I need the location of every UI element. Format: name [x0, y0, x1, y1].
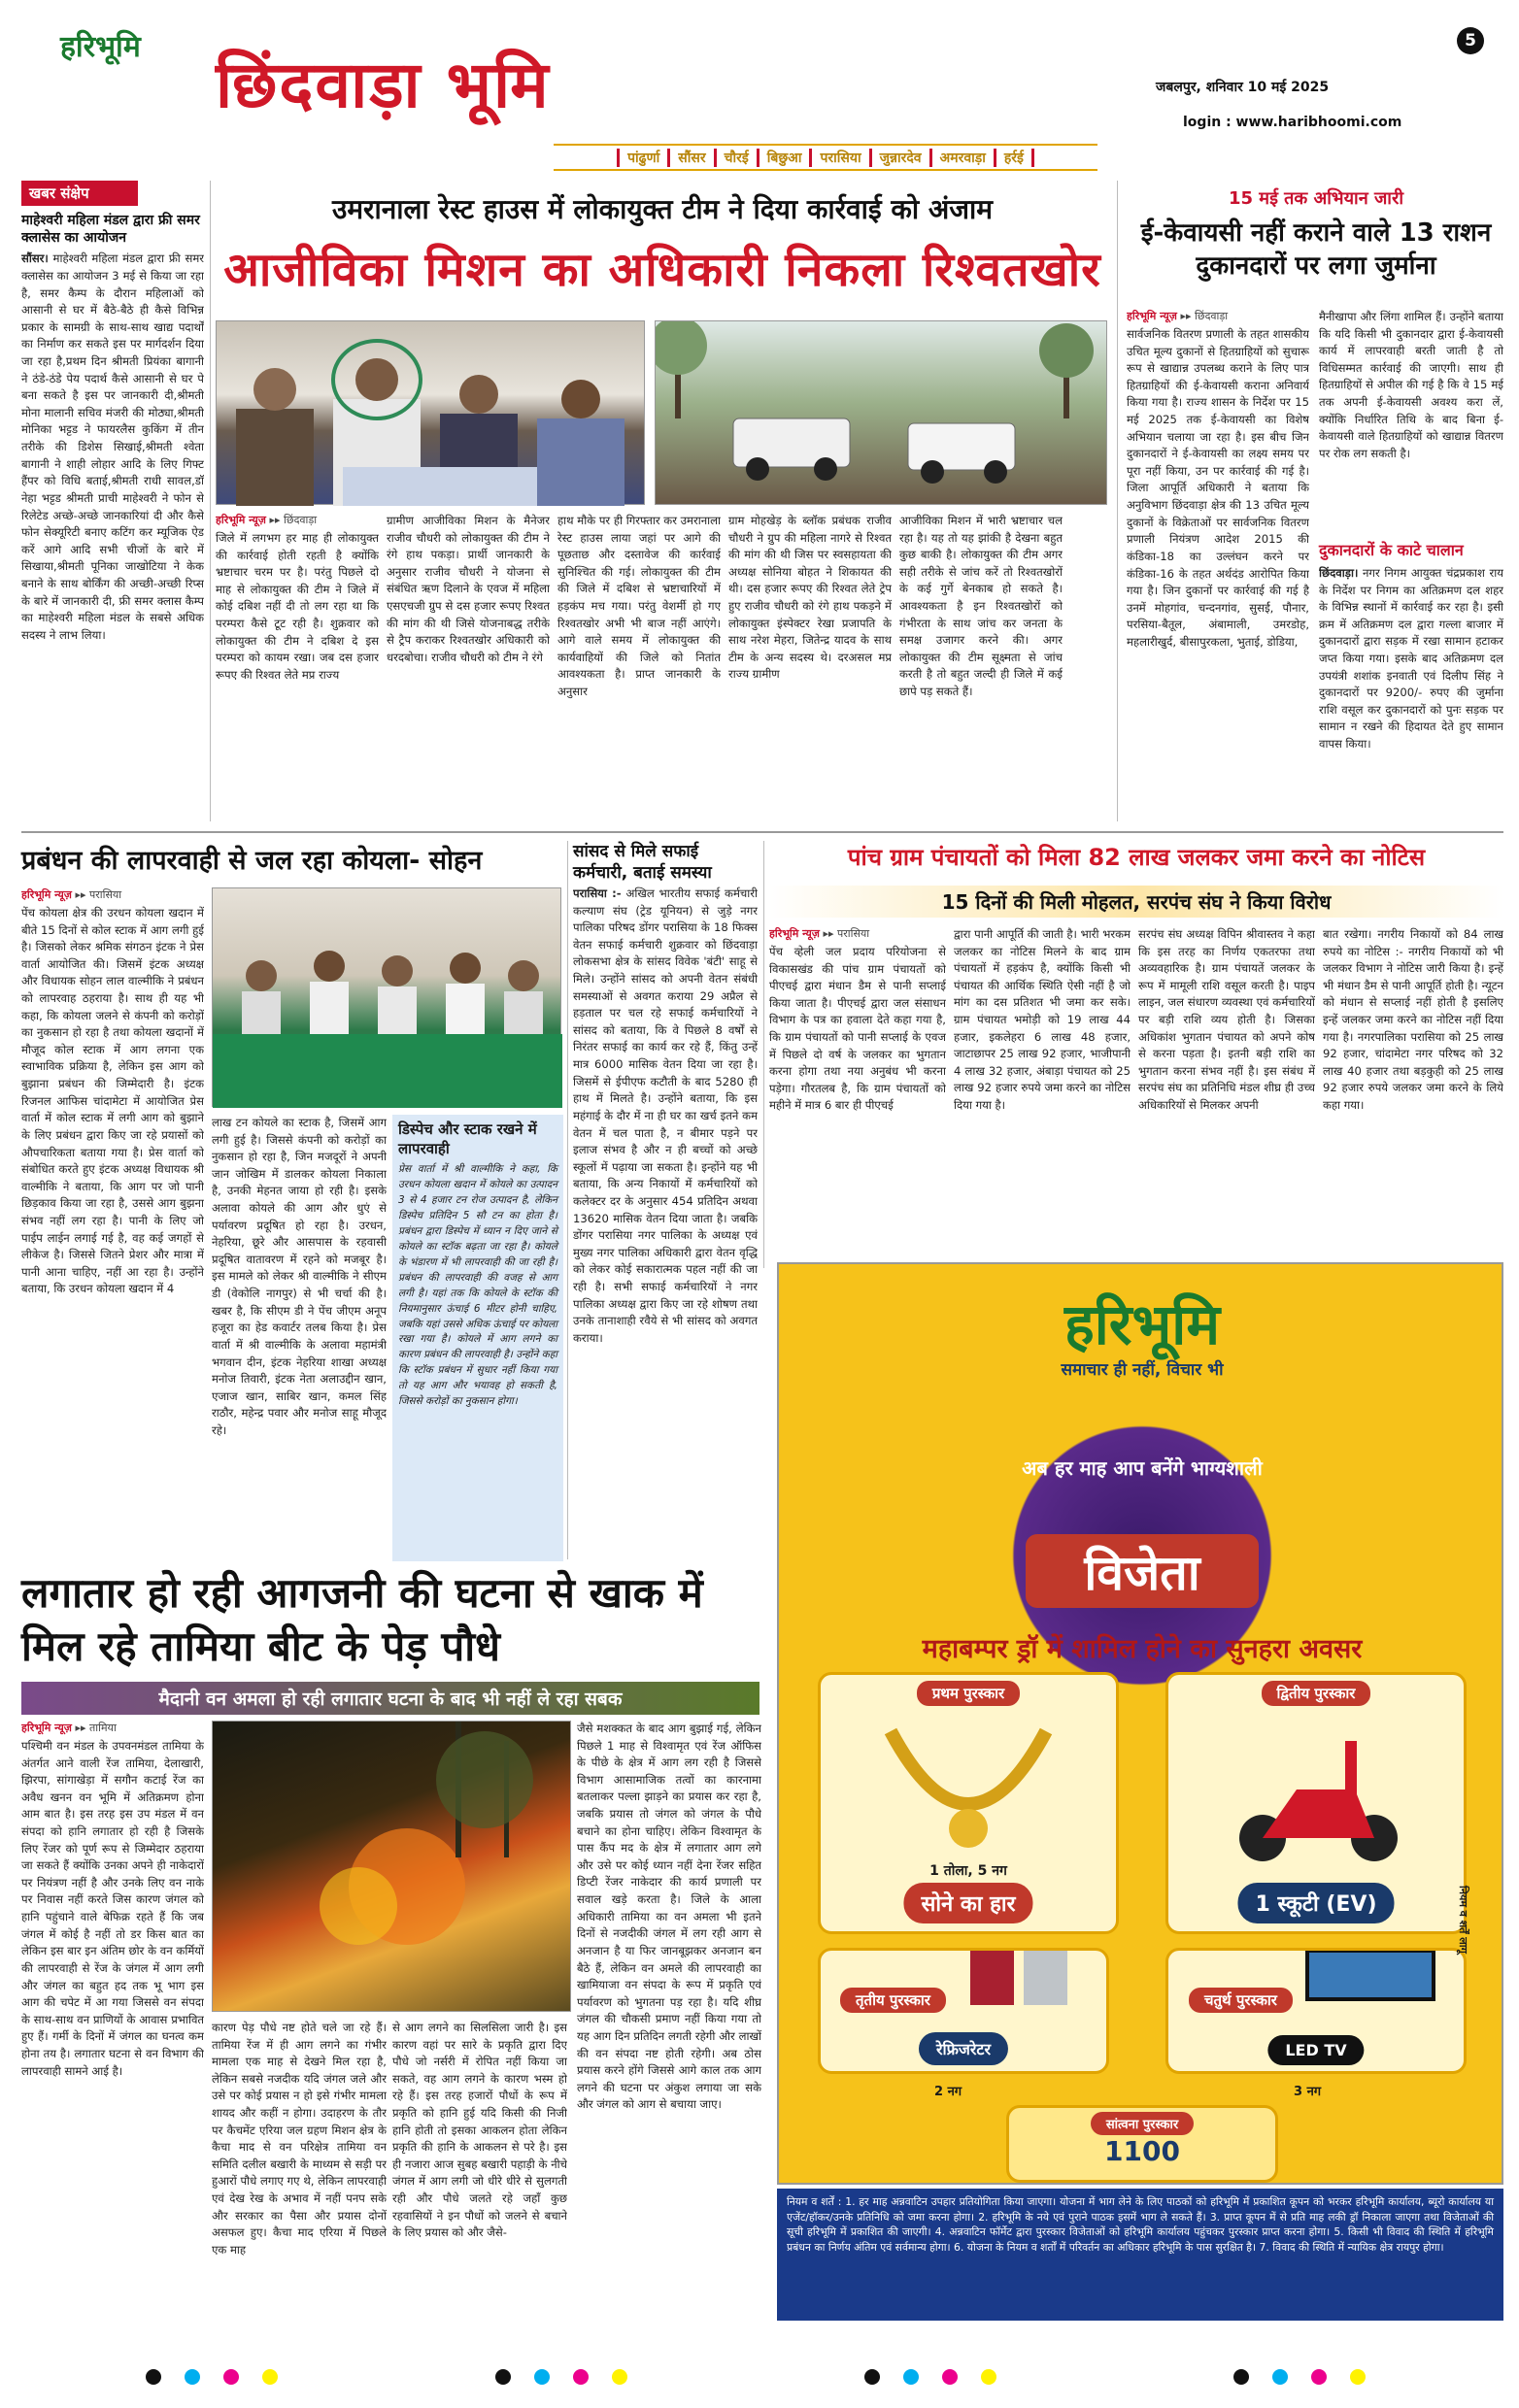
panchayat-text: द्वारा पानी आपूर्ति की जाती है। भारी भरकम जलकर का नोटिस मिलने के बाद ग्राम पंचायतों में हड़कंप है, क्योंकि किसी भी पंचायत की आर्थिक स्थिति ऐसी नहीं है जो मांग का दस प्रतिशत भी जमा कर सके। ग्राम पंचायत भमोड़ी को 19 लाख 44 हजार, इकलेहरा 6 लाख 48 हजार, जाटाछापर 25 लाख 92 हजार, भाजीपानी 4 लाख 32 हजार, अंबाड़ा पंचायत को 25 लाख 92 हजार रुपये जमा करने का नोटिस दिया गया है। [954, 927, 1131, 1113]
registration-strip [146, 2369, 1369, 2392]
ad-side-note: नियम व शर्तें लागू [1457, 1886, 1469, 1954]
town-item[interactable]: चौरई [714, 149, 757, 167]
panchayat-text: बात रखेगा। नगरीय निकायों को 84 लाख रुपये का नोटिस :- नगरीय निकायों को भी जलकर विभाग ने नोटिस जारी किया है। इन्हें भी मंधान डैम से पानी आपूर्ति होती है। न्यूटन को मंधान से सप्लाई नहीं होती है इसलिए इन्हें जलकर जमा करने का नोटिस नहीं दिया गया है। नगरपालिका परासिया को 25 लाख 92 हजार, चांदामेटा नगर परिषद को 32 लाख 40 हजार तथा बड़कुही को 25 लाख 92 हजार रुपये जलकर जमा करने के लिये कहा गया। [1323, 927, 1503, 1113]
dateline: जबलपुर, शनिवार 10 मई 2025 [1156, 80, 1330, 95]
ekyc-col-1 [1127, 309, 1309, 823]
fire-col-2 [212, 2020, 387, 2335]
panchayat-headline: पांच ग्राम पंचायतों को मिला 82 लाख जलकर जमा करने का नोटिस [847, 844, 1426, 871]
brand-logo: हरिभूमि [60, 30, 141, 64]
prize-3-box [818, 1948, 1109, 2074]
prize-3-qty: 2 नग [934, 2085, 962, 2099]
brief-label: खबर संक्षेप [21, 181, 138, 206]
town-item[interactable]: हर्रई [994, 149, 1034, 167]
prize-1-label: प्रथम पुरस्कार [917, 1681, 1020, 1706]
panchayat-col-2 [954, 926, 1131, 1256]
lead-text: जिले में लगभग हर माह ही लोकायुक्त की कार्रवाई होती रहती है क्योंकि भ्रष्टाचार चरम पर है। परंतु पिछले दो माह से लोकायुक्त की टीम ने जिले में कोई दबिश नहीं दी तो लग रहा था कि परम्परा कैसे टूट रही है। शुक्रवार को लोकायुक्त की टीम ने दबिश दे इस परम्परा को कायम रखा। जब दस हजार रूपए की रिश्वत लेते मप्र राज्य [216, 531, 379, 682]
town-item[interactable]: पांढुर्णा [617, 149, 667, 167]
safai-col [573, 886, 758, 1559]
ad-brand: हरिभूमि [1063, 1291, 1221, 1357]
ekyc-byline: हरिभूमि न्यूज़ ▸▸ छिंदवाड़ा [1127, 310, 1229, 322]
divider [567, 841, 568, 1559]
ad-rules-text: नियम व शर्तें : 1. हर माह अन्नवाटिन उपहार प्रतियोगिता किया जाएगा। योजना में भाग लेने के लिए पाठकों को हरिभूमि में प्रकाशित कूपन को भरकर हरिभूमि कार्यालय, ब्यूरो कार्यालय या एजेंट/हॉकर/उनके प्रतिनिधि को जमा करना होगा। 2. हरिभूमि के नये एवं पुराने पाठक इसमें भाग ले सकते हैं। 3. प्राप्त कूपन में से प्रति माह लकी ड्रॉ निकाला जाएगा तथा विजेताओं की सूची हरिभूमि में प्रकाशित की जाएगी। 4. अन्नवाटिन फॉर्मेट द्वारा पुरस्कार विजेताओं को हरिभूमि कार्यालय पहुंचकर पुरस्कार प्राप्त करना होगा। 5. किसी भी विवाद की स्थिति में हरिभूमि प्रबंधन का निर्णय अंतिम एवं सर्वमान्य होगा। 6. योजना के नियम व शर्तों में परिवर्तन का अधिकार हरिभूमि के पास सुरक्षित है। 7. विवाद की स्थिति में न्यायिक क्षेत्र रायपुर होगा। [787, 2195, 1494, 2254]
coal-text: लाख टन कोयले का स्टाक है, जिसमें आग लगी हुई है। जिससे कंपनी को करोड़ों का नुकसान हो रहा है, जिन मजदूरों ने अपनी जान जोखिम में डालकर कोयला निकाला है, उनकी मेहनत जाया हो रही है। इसके अलावा कोयले की आग और धुएं से पर्यावरण प्रदूषित हो रहा है। उरधन, नेहरिया, छूरे और आसपास के रहवासी प्रदूषित वातावरण में रहने को मजबूर है। इस मामले को लेकर श्री वाल्मीकि ने सीएम डी (वेकोलि नागपुर) से भी चर्चा की है। खबर है, कि सीएम डी ने पेंच जीएम अनूप हजूरा का हेड कवार्टर तलब किया है। प्रेस वार्ता में श्री वाल्मीकि के अलावा महामंत्री भगवान दीन, इंटक नेहरिया शाखा अध्यक्ष मनोज तिवारी, इंटक नेता अलाउद्दीन खान, एजाज खान, साबिर खान, कमल सिंह राठौर, महेन्द्र पवार और मनोज साहू मौजूद रहे। [212, 1116, 387, 1437]
coal-col-1 [21, 887, 204, 1557]
panchayat-text: पेंच व्हेली जल प्रदाय परियोजना से विकासखंड की पांच ग्राम पंचायतों को पीएचई द्वारा मंधान डैम से पानी सप्लाई किया जाता है। पीएचई द्वारा जल संसाधन विभाग के पत्र का हवाला देते कहा गया है, कि ग्राम पंचायतों को पानी सप्लाई के एवज में पिछले दो वर्ष के जलकर का भुगतान करना होगा तथा नया अनुबंध भी करना पड़ेगा। गौरतलब है, कि ग्राम पंचायतों को महीने में मात्र 6 बार ही पीएचई [769, 945, 946, 1113]
fire-text: कारण पेड़ पौधे नष्ट होते चले जा रहे हैं। तामिया रेंज में ही आग लगने का गंभीर मामला एक माह से देखने मिल रहा है, लेकिन सबसे नजदीक यदि जंगल जले और उसे पर कोई प्रयास न हो इसे गंभीर मामला शायद और कहीं न होगा। उदाहरण के तौर पर कैचमेंट एरिया जल ग्रहण मिशन क्षेत्र के कैचा माद से वन परिक्षेत्र तामिया वन समिति दलील बखारी के माध्यम से सड़ी पर हुआरों पौधे लगाए गए थे, लेकिन लापरवाही एवं देख रेख के अभाव में नहीं पनप सके और सरकार का पैसा और प्रयास दोनों असफल हुए। कैचा माद एरिया में पिछले एक माह [212, 2021, 387, 2257]
fire-byline: हरिभूमि न्यूज़ ▸▸ तामिया [21, 1722, 117, 1734]
lead-text: आजीविका मिशन में भारी भ्रष्टाचार चल रहा है। यह तो यह झांकी है देखना बहुत कुछ बाकी है। लोकायुक्त की टीम अगर सही तरीके से जांच करें तो रिश्वतखोरों के कई गुर्गे बेनकाब हो सकते है। आवश्यकता है इन रिश्वतखोरों को गंभीरता के साथ जांच कर जनता के समक्ष उजागर करने की। अगर लोकायुक्त की टीम सूक्ष्मता से जांच करती है तो बहुत जल्दी ही जिले में कई छापे पड़ सकते हैं। [899, 514, 1063, 699]
necklace-icon [871, 1712, 1065, 1857]
prize-5-label: सांत्वना पुरस्कार [1091, 2112, 1194, 2135]
ekyc-text: मैनीखापा और लिंगा शामिल हैं। उन्होंने बताया कि यदि किसी भी दुकानदार द्वारा ई-केवायसी कार्य में लापरवाही बरती जाती है तो विधिसम्मत कार्रवाई की जाएगी। साथ ही हितग्राहियों से अपील की गई है कि वे 15 मई तक अपनी ई-केवायसी अवश्य करा लें, क्योंकि निर्धारित तिथि के बाद बिना ई-केवायसी वाले हितग्राहियों को खाद्यान्न वितरण पर रोक लग सकती है। [1319, 310, 1503, 460]
panchayat-text: सरपंच संघ अध्यक्ष विपिन श्रीवास्तव ने कहा कि इस तरह का निर्णय एकतरफा तथा अव्यवहारिक है। ग्राम पंचायतें जलकर के रूप में मामूली राशि वसूल करती है। पाइप लाइन, जल संधारण व्यवस्था एवं कर्मचारियों पर बड़ी राशि व्यय होती है। जिसका अधिकांश भुगतान पंचायत को अपने कोष से करना पड़ता है। इतनी बड़ी राशि का भुगतान करना संभव नहीं है। इस संबंध में सरपंच संघ का प्रतिनिधि मंडल शीघ्र ही उच्च अधिकारियों से मिलकर अपनी [1138, 927, 1315, 1113]
fire-col-1 [21, 1721, 204, 2332]
press-meet-photo-icon [213, 888, 562, 1108]
page-title: छिंदवाड़ा भूमि [216, 47, 551, 122]
coal-box [392, 1115, 563, 1561]
coal-text: पेंच कोयला क्षेत्र की उरधन कोयला खदान में बीते 15 दिनों से कोल स्टाक में आग लगी हुई है। जिसको लेकर श्रमिक संगठन इंटक ने प्रेस वार्ता आयोजित की। जिसमें इंटक अध्यक्ष और विधायक सोहन लाल वाल्मीकि ने प्रबंधन को लापरवाह ठहराया है। साथ ही यह भी कहा, कि कोयला जलने से कंपनी को करोड़ों का नुकसान हो रहा है तथा कोयला खदानों में मौजूद कोल स्टाक में आग लगना एक स्वाभाविक प्रक्रिया है, लेकिन इस आग को बुझाना प्रबंधन की जिम्मेदारी है। इंटक रिजनल आफिस चांदामेटा में आयोजित प्रेस वार्ता में कोल स्टाक में लगी आग को बुझाने के लिए प्रबंधन द्वारा किए जा रहे प्रयासों को औपचारिकता बताया गया है। प्रेस वार्ता को संबोधित करते हुए इंटक अध्यक्ष विधायक श्री वाल्मीकि ने बताया, कि आग पर जो पानी छिड़काव किया जा रहा है, उससे आग बुझना संभव नहीं लग रहा है। पानी के लिए जो पाईप लाईन लगाई गई है, वह कई जगहों से लीकेज है। जिससे जितने प्रेशर और मात्रा में पानी आना चाहिए, नहीं आ रहा है। उन्होंने बताया, कि उरधन कोयला खदान में 4 [21, 906, 204, 1296]
brief-headline: माहेश्वरी महिला मंडल द्वारा फ्री समर क्लासेस का आयोजन [21, 213, 200, 247]
lead-col-1 [216, 513, 379, 814]
ad-rules [777, 2189, 1503, 2321]
tv-icon [1298, 1951, 1443, 2005]
prize-3-label: तृतीय पुरस्कार [840, 1988, 946, 2013]
page-number: 5 [1457, 27, 1484, 54]
panchayat-byline: हरिभूमि न्यूज़ ▸▸ परासिया [769, 927, 870, 940]
lead-col-5 [899, 513, 1063, 814]
lead-photo-right [655, 320, 1107, 505]
prize-2-item: 1 स्कूटी (EV) [1237, 1883, 1394, 1923]
brief-dateline: सौंसर। [21, 251, 49, 266]
prize-1-box [818, 1672, 1119, 1934]
fire-subheadline: मैदानी वन अमला हो रही लगातार घटना के बाद भी नहीं ले रहा सबक [21, 1682, 760, 1715]
section-rule [21, 831, 1503, 833]
divider [763, 841, 764, 1268]
challan-dateline: छिंदवाड़ा। [1319, 566, 1359, 580]
vehicles-photo-icon [656, 321, 1108, 506]
ad-winner: विजेता [1026, 1534, 1259, 1608]
town-item[interactable]: परासिया [809, 149, 868, 167]
prize-5-box [1006, 2105, 1278, 2183]
panchayat-col-3 [1138, 926, 1315, 1256]
coal-col-2 [212, 1115, 387, 1561]
coal-photo [212, 887, 561, 1107]
prize-5-item: 1100 [1104, 2135, 1180, 2167]
refrigerator-icon [951, 1951, 1087, 2005]
ekyc-text: सार्वजनिक वितरण प्रणाली के तहत शासकीय उचित मूल्य दुकानों से हितग्राहियों को सुचारू रूप से खाद्यान्न उपलब्ध कराने के लिए पात्र हितग्राहियों की ई-केवायसी कराना अनिवार्य किया गया है। राज्य शासन के निर्देश पर 15 मई 2025 तक ई-केवायसी का विशेष अभियान चलाया जा रहा है। इस बीच जिन दुकानदारों ने ई-केवायसी का लक्ष्य समय पर पूरा नहीं किया, उन पर कार्रवाई की गई है। जिला आपूर्ति अधिकारी ने बताया कि अनुविभाग छिंदवाड़ा क्षेत्र की 13 उचित मूल्य दुकानों के विक्रेताओं पर सार्वजनिक वितरण प्रणाली नियंत्रण आदेश 2015 की कंडिका-18 का उल्लंघन करने पर कंडिका-16 के तहत अर्थदंड आरोपित किया गया है। जिन दुकानों पर कार्रवाई की गई है उनमें मोहगांव, चन्दनगांव, सुसर्ई, पौनार, परसिया-बैतूल, अंबामाली, उमरडोह, महलारीखुर्द, बीसापुरकला, भुताई, डोडिया, [1127, 327, 1309, 649]
challan-headline: दुकानदारों के काटे चालान [1319, 541, 1464, 559]
lead-col-4 [728, 513, 892, 814]
divider [1117, 181, 1118, 821]
divider [210, 181, 211, 821]
challan-body: नगर निगम आयुक्त चंद्रप्रकाश राय के निर्देश पर निगम का अतिक्रमण दल शहर के विभिन्न स्थानों में कार्रवाई कर रहा है। इसी क्रम में अतिक्रमण दल द्वारा गल्ला बाजार में दुकानदारों द्वारा सड़क में रखा सामान हटाकर जप्त किया गया। इसके बाद अतिक्रमण दल उपयंत्री शशांक इनवाती एवं दिलीप सिंह ने दुकानदारों पर 9200/- रुपए की जुर्माना राशि वसूल कर दुकानदारों को पुनः सड़क पर सामान न रखने की हिदायत देते हुए सामान वापस किया। [1319, 566, 1503, 752]
lucky-draw-ad[interactable] [777, 1262, 1503, 2185]
safai-body: अखिल भारतीय सफाई कर्मचारी कल्याण संघ (ट्रेड यूनियन) से जुड़े नगर पालिका परिषद डोंगर परासिया के 18 फिक्स वेतन सफाई कर्मचारी शुक्रवार को छिंदवाड़ा लोकसभा क्षेत्र के सांसद विवेक 'बंटी' साहू से मिले। उन्होंने सांसद को अपनी वेतन संबंधी समस्याओं से अवगत कराया 29 अप्रैल से हड़ताल पर चल रहे सफाई कर्मचारियों ने सांसद को बताया, कि वे पिछले 8 वर्षों से निरंतर सफाई का कार्य कर रहे हैं, किंतु उन्हें मात्र 6000 मासिक वेतन दिया जा रहा है। जिसमें से ईपीएफ कटौती के बाद 5280 ही हाथ में मिलते है। उन्होंने बताया, कि इस महंगाई के दौर में ना ही घर का खर्च इतने कम वेतन में चल पाता है, न बीमार पड़ने पर इलाज संभव है और न ही बच्चों को अच्छे स्कूलों में पढ़ाया जा सकता है। इन्होंने यह भी बताया, कि अन्य निकायों में कर्मचारियों को कलेक्टर दर के अनुसार 454 प्रतिदिन अथवा 13620 मासिक वेतन दिया जाता है। जबकि डोंगर परासिया नगर पालिका के अध्यक्ष एवं मुख्य नगर पालिका अधिकारी द्वारा वेतन वृद्धि को लेकर कोई सकारात्मक पहल नहीं की जा रही है। सभी सफाई कर्मचारियों ने नगर पालिका अध्यक्ष द्वारा किए जा रहे शोषण तथा उनके तानाशाही रवैये से भी सांसद को अवगत कराया। [573, 886, 758, 1345]
brief-body: माहेश्वरी महिला मंडल द्वारा फ्री समर क्लासेस का आयोजन 3 मई से किया जा रहा है, समर कैम्प के दौरान महिलाओं को आसानी से घर में बैठे-बैठे ही कैसे विभिन्न प्रकार के सामग्री के साथ-साथ खाद्य पदार्थों का निर्माण कर सकते इस पर मार्गदर्शन दिया जा रहा है,प्रथम दिन श्रीमती प्रियंका बागानी ने ठंडे-ठंडे पेय पदार्थ कैसे आसानी से घर पे बना सकते है इस पर जानकारी दी,श्रीमती मोना मालानी सचिव मंजरी की मोठ्या,श्रीमती मोनिका भट्टड ने फायरलैस कुकिंग में तीन तरीके की डिशेस सिखाई,श्रीमती श्वेता बागानी ने शाही लोहार आदि के लिए गिफ्ट हैंपर को विधि बताई,श्रीमती राधी सावल,डॉ नेहा भट्टड श्रीमती प्राची माहेश्वरी ने फोन से रिलेटेड अच्छे-अच्छे जानकारियां दी और कैसे फोन सेक्यूरिटी बनाए कटिंग कर म्यूजिक ऐड करें आगे आदि सभी चीजों के बारे में सिखाया,श्रीमती पूनिका जाखोटिया ने केक बनाने के साथ बोर्किंग की अच्छी-अच्छी रिप्स के बारे में जानकारी दी, फ्री समर क्लास कैम्प का माहेश्वरी महिला मंडल के सबसे अधिक सदस्य ने लाभ लिया। [21, 251, 204, 642]
ad-mega: महाबम्पर ड्रॉ में शामिल होने का सुनहरा अवसर [922, 1634, 1363, 1664]
lead-text: ग्रामीण आजीविका मिशन के मैनेजर राजीव चौधरी को लोकायुक्त की टीम ने रंगे हाथ पकड़ा। प्रार्थी जानकारी के अनुसार राजीव चौधरी ने योजना से संबंधित ऋण दिलाने के एवज में महिला एसएचजी ग्रुप से दस हजार रूपए रिश्वत की मांग की थी जिसे योजनाबद्ध तरीके से ट्रैप कराकर रिश्वतखोर अधिकारी को धरदबोचा। राजीव चौधरी को टीम ने रंगे [387, 514, 550, 664]
coal-box-text: प्रेस वार्ता में श्री वाल्मीकि ने कहा, कि उरधन कोयला खदान में कोयले का उत्पादन 3 से 4 हजार टन रोज उत्पादन है, लेकिन डिस्पेच प्रतिदिन 5 सौ टन का होता है। प्रबंधन द्वारा डिस्पेच में ध्यान न दिए जाने से कोयले का स्टॉक बढ़ता जा रहा है। कोयले के भंडारण में भी लापरवाही की जा रही है। प्रबंधन की लापरवाही की वजह से आग लगी है। यहां तक कि कोयले के स्टॉक की नियमानुसार ऊंचाई 6 मीटर होनी चाहिए, जबकि यहां उससे अधिक ऊंचाई पर कोयला रखा गया है। कोयले में आग लगने का कारण प्रबंधन की लापरवाही है। उन्होंने कहा कि स्टॉक प्रबंधन में सुधार नहीं किया गया तो यह आग और भयावह हो सकती है, जिससे करोड़ों का नुकसान होगा। [398, 1163, 557, 1408]
lead-byline: हरिभूमि न्यूज़ ▸▸ छिंदवाड़ा [216, 514, 318, 526]
fire-headline: लगातार हो रही आगजनी की घटना से खाक में मिल रहे तामिया बीट के पेड़ पौधे [21, 1569, 703, 1670]
prize-4-qty: 3 नग [1294, 2085, 1322, 2099]
safai-dateline: परासिया :- [573, 886, 622, 900]
prize-4-box [1165, 1948, 1467, 2074]
town-strip [554, 144, 1097, 171]
prize-4-item: LED TV [1267, 2035, 1364, 2065]
safai-headline: सांसद से मिले सफाई कर्मचारी, बताई समस्या [573, 842, 712, 884]
fire-photo [212, 1721, 571, 2012]
town-item[interactable]: सौंसर [667, 149, 713, 167]
panchayat-col-4 [1323, 926, 1503, 1256]
lead-headline: आजीविका मिशन का अधिकारी निकला रिश्वतखोर [223, 243, 1101, 297]
ad-tagline: समाचार ही नहीं, विचार भी [1061, 1360, 1224, 1380]
panchayat-col-1 [769, 926, 946, 1256]
challan-col [1319, 565, 1503, 822]
prize-1-qty: 1 तोला, 5 नग [929, 1863, 1007, 1879]
people-photo-icon [217, 321, 646, 506]
prize-4-label: चतुर्थ पुरस्कार [1189, 1988, 1293, 2013]
prize-1-item: सोने का हार [903, 1883, 1032, 1923]
ekyc-kicker: 15 मई तक अभियान जारी [1228, 188, 1403, 209]
ekyc-col-2 [1319, 309, 1503, 532]
prize-2-label: द्वितीय पुरस्कार [1262, 1681, 1371, 1706]
fire-col-4 [577, 1721, 761, 2332]
panchayat-subheadline: 15 दिनों की मिली मोहलत, सरपंच संघ ने किया विरोध [769, 886, 1503, 918]
lead-col-2 [387, 513, 550, 814]
coal-byline: हरिभूमि न्यूज़ ▸▸ परासिया [21, 888, 122, 901]
login-link[interactable]: login : www.haribhoomi.com [1183, 115, 1402, 130]
fire-col-3 [392, 2020, 567, 2335]
fire-text: से आग लगने का सिलसिला जारी है। इस कारण वहां पर सारे के प्रकृति द्वारा दिए पौधे जो नर्सरी में रोपित नहीं किया जा सकते, वह आग लगने के कारण भस्म हो रहे हैं। इस तरह हजारों पौधों के रूप में प्रकृति को हानि हुई यदि किसी की निजी हानि होती तो इसका आकलन होता लेकिन प्रकृति की हानि के आकलन से परे है। इस ही नजारा आज सुबह बखारी पहाड़ी के नीचे जंगल में आग लगी जो धीरे धीरे से सुलगती रही और पौधे जलते रहे जहाँ कुछ रहवासियों ने इन पौधों को जलने से बचाने के लिए प्रयास को और जैसे- [392, 2021, 567, 2240]
forest-fire-icon [213, 1722, 572, 2013]
prize-3-item: रेफ्रिजरेटर [919, 2032, 1008, 2065]
town-item[interactable]: अमरवाड़ा [929, 149, 994, 167]
lead-col-3 [557, 513, 721, 814]
lead-kicker: उमरानाला रेस्ट हाउस में लोकायुक्त टीम ने दिया कार्रवाई को अंजाम [331, 193, 994, 225]
lead-text: ग्राम मोहखेड़ के ब्लॉक प्रबंधक राजीव चौधरी ने ग्रुप की महिला नागरे से रिश्वत की मांग की थी जिस पर स्वसहायता की अध्यक्ष सोनिया बोहत ने शिकायत की थी। दस हजार रूपए की रिश्वत लेते ट्रेप हुए राजीव चौधरी को रंगे हाथ पकड़ने में लोकायुक्त इंस्पेक्टर रेखा प्रजापति के साथ नरेश मेहरा, जितेन्द्र यादव के साथ टीम के अन्य सदस्य थे। दरअसल मप्र राज्य ग्रामीण [728, 514, 892, 682]
lead-photo-left [216, 320, 645, 505]
fire-text: जैसे मशक्कत के बाद आग बुझाई गई, लेकिन पिछले 1 माह से विश्वामृत एवं रेंज ऑफिस के पीछे के क्षेत्र में आग लग रही है जिससे विभाग आसामाजिक तत्वों का कारनामा बतलाकर पल्ला झाड़ने का प्रयास कर रहा है, जबकि प्रयास तो जंगल को जंगल के पौधे बचाने का होना चाहिए। लेकिन विश्वामृत के पास कैंप मद के क्षेत्र में लगातार आग लगे और उसे पर कोई ध्यान नहीं देना रेंजर सहित डिप्टी रेंजर नाकेदार की कार्य प्रणाली पर सवाल खड़े करता है। जिले के आला अधिकारी तामिया का वन अमला भी इतने दिनों से नजदीकी जंगल में लग रही आग से अनजान है या फिर जानबूझकर अनजान बन बैठे हैं, लेकिन वन अमले की लापरवाही का खामियाजा वन संपदा के रूप में प्रकृति एवं पर्यावरण को भुगतना पड़ रहा है। यदि शीघ्र जंगल की चौकसी प्रमाण नहीं किया गया तो यह आग दिन प्रतिदिन लगती रहेगी और लाखों की वन संपदा नष्ट होती रहेगी। अब ठोस प्रयास करने होंगे जिससे आगे काल तक आग लगने की घटना पर अंकुश लगाया जा सके और जंगल को आग से बचाया जाए। [577, 1722, 761, 2112]
scooter-icon [1219, 1712, 1413, 1867]
coal-headline: प्रबंधन की लापरवाही से जल रहा कोयला- सोहन [21, 846, 483, 876]
masthead [0, 0, 1519, 146]
town-item[interactable]: बिछुआ [757, 149, 810, 167]
town-item[interactable]: जुन्नारदेव [869, 149, 929, 167]
prize-2-box [1165, 1672, 1467, 1934]
ekyc-headline: ई-केवायसी नहीं कराने वाले 13 राशन दुकानदारों पर लगा जुर्माना [1140, 218, 1492, 281]
lead-text: हाथ मौके पर ही गिरफ्तार कर उमरानाला रेस्ट हाउस लाया जहां पर आगे की पूछताछ और दस्तावेज की कार्रवाई सुनिश्चित की गई। लोकायुक्त की टीम की जिले में दबिश से भ्रष्टाचारियों में हड़कंप मच गया। परंतु वेशर्मी हो गए रिश्वतखोर अभी भी बाज नहीं आएंगे। आगे वाले समय में लोकायुक्त की कार्यवाहियों की जिले को नितांत आवश्यकता है। प्राप्त जानकारी के अनुसार [557, 514, 721, 699]
coal-box-headline: डिस्पेच और स्टाक रखने में लापरवाही [398, 1120, 537, 1157]
fire-text: पश्चिमी वन मंडल के उपवनमंडल तामिया के अंतर्गत आने वाली रेंज तामिया, देलाखारी, झिरपा, सांगाखेड़ा में सगौन कटाई रेंज का अवैध खनन वन भूमि में अतिक्रमण होना आम बात है। इस तरह इस उप मंडल में वन संपदा को हानि लगातार हो रही है जिसके लिए रेंजर को पूर्ण रूप से जिम्मेदार ठहराया जा सकते हैं क्योंकि उनका अपने ही नाकेदारों पर नियंत्रण नहीं है और उनके लिए वन नाके पर निवास नहीं करते जिस कारण जंगल को हानि पहुंचाने वाले बेफिक्र रहते हैं कि जब जंगल में कोई है नहीं तो डर किस बात का लेकिन इस बार इन अंतिम छोर के वन कर्मियों की लापरवाही से रेंज के जंगल में आग लगी और जंगल का बहुत हद तक भू भाग इस आग की चपेट में आ गया जिससे वन संपदा के साथ-साथ वन प्राणियों के आवास प्रभावित हुए हैं। गर्मी के दिनों में जंगल का घनत्व कम होना तय है। लगातार घटना से वन विभाग की लापरवाही सामने आई है। [21, 1739, 204, 2078]
ad-banner-text: अब हर माह आप बनेंगे भाग्यशाली [1022, 1456, 1263, 1480]
